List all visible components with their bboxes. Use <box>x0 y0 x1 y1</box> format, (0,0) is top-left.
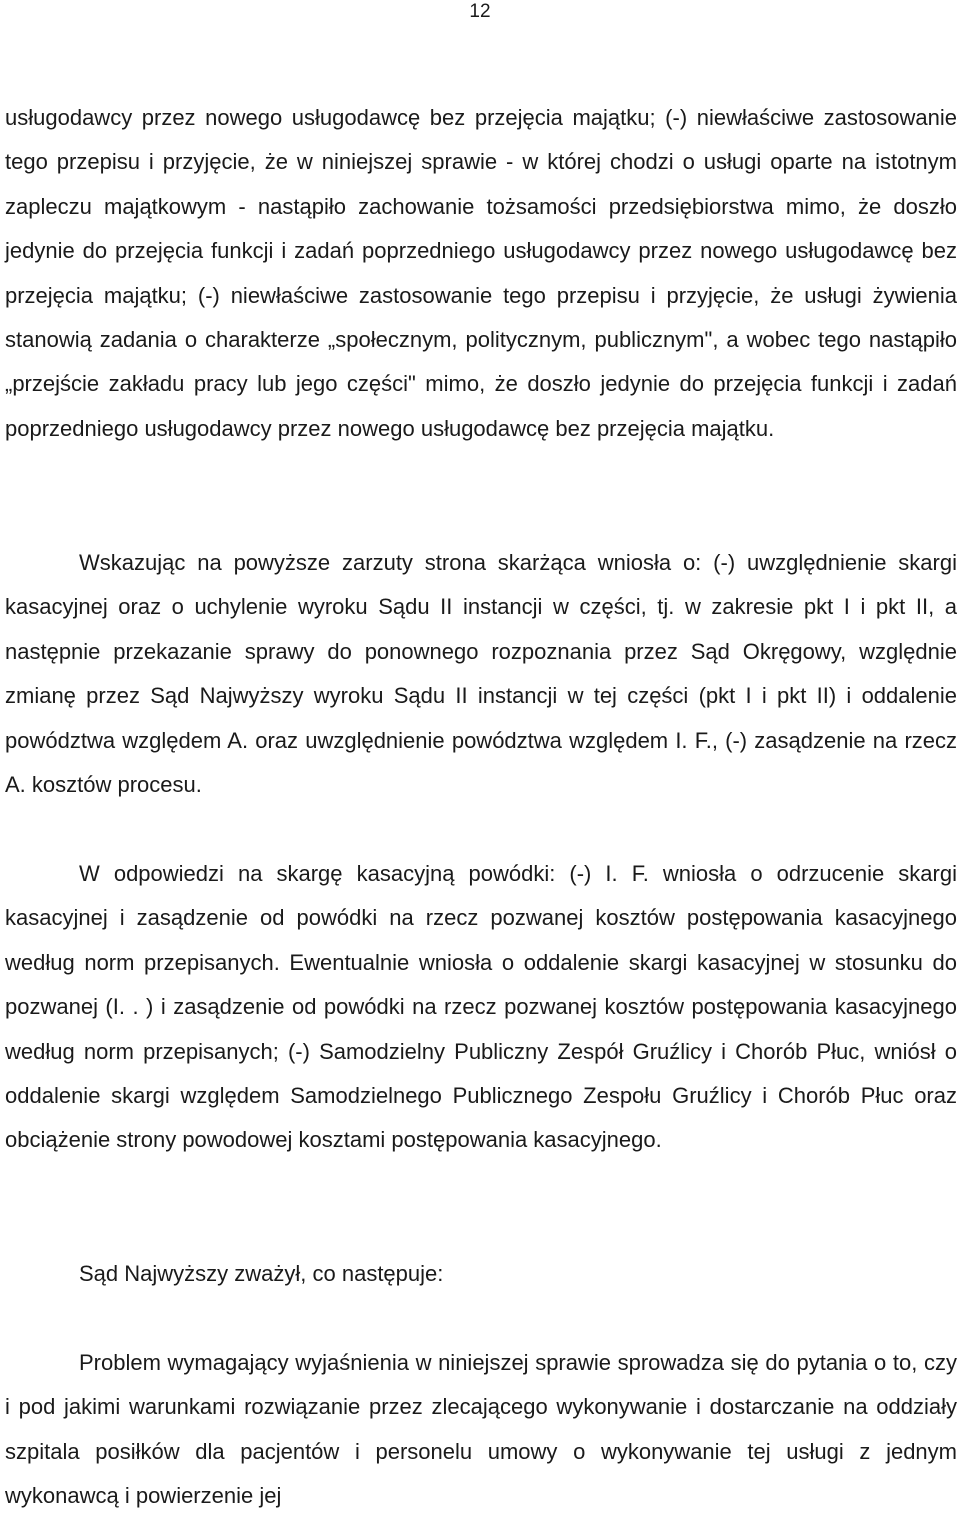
paragraph-problem: Problem wymagający wyjaśnienia w niniejszej sprawie sprowadza się do pytania o to, czy i pod jakimi warunkami rozwiązanie przez zlecającego wykonywanie i dostarczanie na oddziały szpitala posiłków dla pacjentów i personelu umowy o wykonywanie tej usługi z jednym wykonawcą i powierzenie jej <box>5 1350 957 1509</box>
paragraph-response: W odpowiedzi na skargę kasacyjną powódki: (-) I. F. wniosła o odrzucenie skargi kasacyjnej i zasądzenie od powódki na rzecz pozwanej kosztów postępowania kasacyjnego według norm przepisanych. Ewentualnie wniosła o oddalenie skargi kasacyjnej w stosunku do pozwanej (I. . ) i zasądzenie od powódki na rzecz pozwanej kosztów postępowania kasacyjnego według norm przepisanych; (-) Samodzielny Publiczny Zespół Gruźlicy i Chorób Płuc, wniósł o oddalenie skargi względem Samodzielnego Publicznego Zespołu Gruźlicy i Chorób Płuc oraz obciążenie strony powodowej kosztami postępowania kasacyjnego. <box>5 861 957 1153</box>
paragraph-appellant-motions: Wskazując na powyższe zarzuty strona skarżąca wniosła o: (-) uwzględnienie skargi kasacyjnej oraz o uchylenie wyroku Sądu II instancji w części, tj. w zakresie pkt I i pkt II, a następnie przekazanie sprawy do ponownego rozpoznania przez Sąd Okręgowy, względnie zmianę przez Sąd Najwyższy wyroku Sądu II instancji w tej części (pkt I i pkt II) i oddalenie powództwa względem A. oraz uwzględnienie powództwa względem I. F., (-) zasądzenie na rzecz A. kosztów procesu. <box>5 550 957 798</box>
court-considerations-heading: Sąd Najwyższy zważył, co następuje: <box>79 1261 444 1286</box>
page-number: 12 <box>469 1 491 22</box>
paragraph-continuation: usługodawcy przez nowego usługodawcę bez przejęcia majątku; (-) niewłaściwe zastosowanie tego przepisu i przyjęcie, że w niniejszej sprawie - w której chodzi o usługi oparte na istotnym zapleczu majątkowym - nastąpiło zachowanie tożsamości przedsiębiorstwa mimo, że doszło jedynie do przejęcia funkcji i zadań poprzedniego usługodawcy przez nowego usługodawcę bez przejęcia majątku; (-) niewłaściwe zastosowanie tego przepisu i przyjęcie, że usługi żywienia stanowią zadania o charakterze „społecznym, politycznym, publicznym", a wobec tego nastąpiło „przejście zakładu pracy lub jego części" mimo, że doszło jedynie do przejęcia funkcji i zadań poprzedniego usługodawcy przez nowego usługodawcę bez przejęcia majątku. <box>5 105 957 441</box>
